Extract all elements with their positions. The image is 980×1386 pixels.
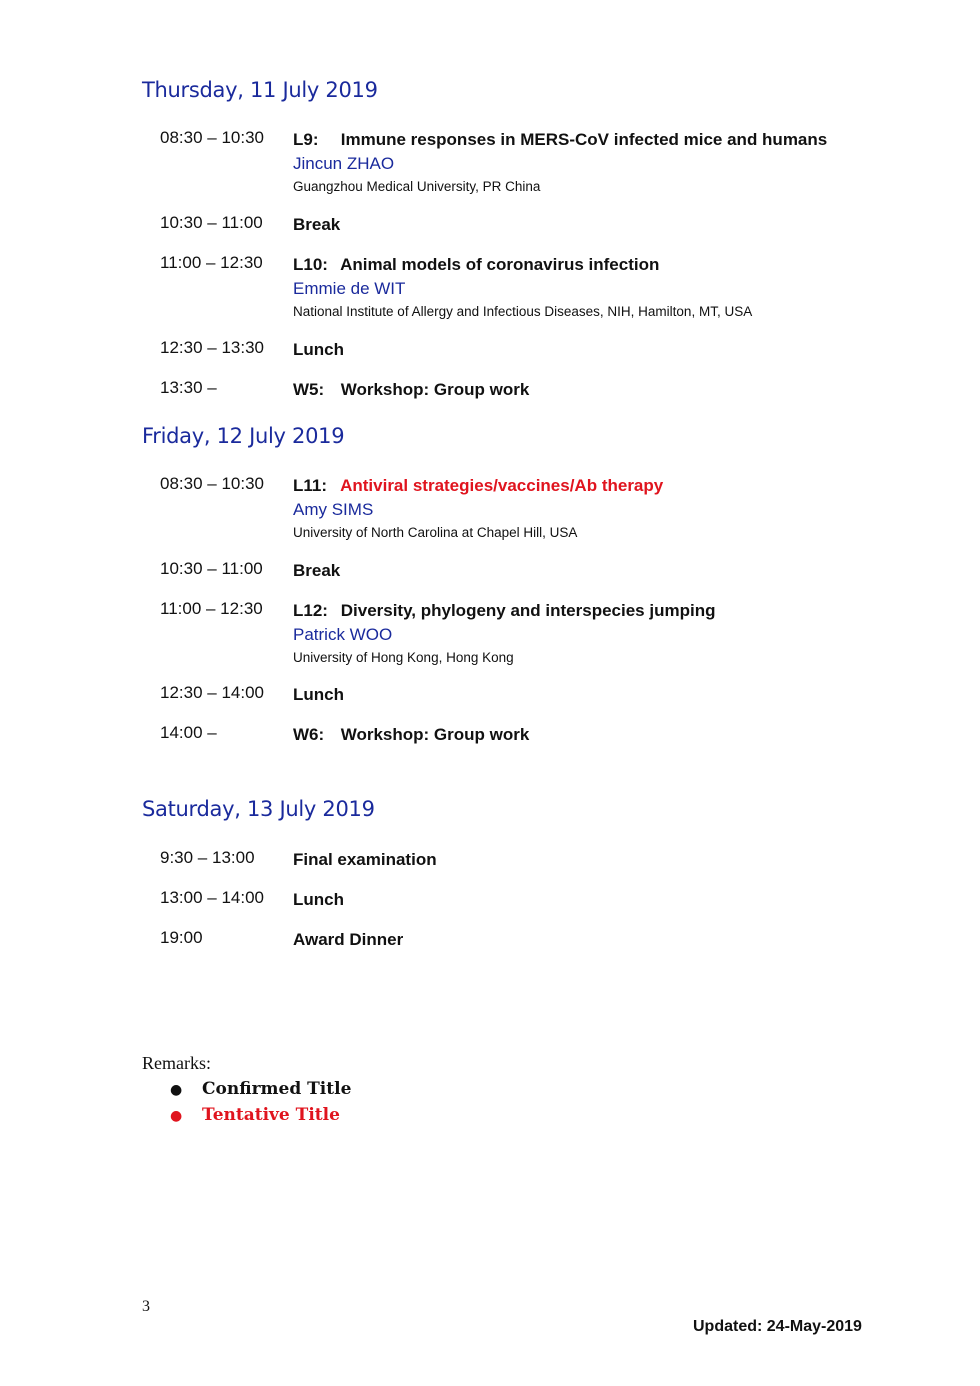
session-title-text: Break bbox=[293, 561, 341, 580]
session-speaker: Patrick WOO bbox=[293, 625, 393, 644]
session-content bbox=[293, 474, 893, 544]
session-content bbox=[293, 928, 893, 952]
session-time: 19:00 bbox=[160, 928, 203, 947]
session-speaker: Emmie de WIT bbox=[293, 279, 406, 298]
day-heading-thursday: Thursday, 11 July 2019 bbox=[142, 78, 378, 102]
bullet-icon: ● bbox=[170, 1108, 183, 1124]
session-title-text: Final examination bbox=[293, 850, 437, 869]
session-time: 11:00 – 12:30 bbox=[160, 253, 263, 272]
session-content bbox=[293, 378, 893, 402]
session-content bbox=[293, 213, 893, 237]
day-heading-friday: Friday, 12 July 2019 bbox=[142, 424, 345, 448]
session-code: L12: bbox=[293, 601, 328, 620]
session-code: L10: bbox=[293, 255, 328, 274]
session-time: 08:30 – 10:30 bbox=[160, 128, 264, 147]
session-time: 13:30 – bbox=[160, 378, 217, 397]
session-code: L11: bbox=[293, 476, 328, 495]
session-affiliation: National Institute of Allergy and Infectious Diseases, NIH, Hamilton, MT, USA bbox=[293, 304, 753, 319]
session-title-text: Break bbox=[293, 215, 341, 234]
session-content bbox=[293, 599, 893, 669]
session-title-text: Award Dinner bbox=[293, 930, 404, 949]
session-code: L9: bbox=[293, 130, 319, 149]
session-time: 13:00 – 14:00 bbox=[160, 888, 264, 907]
session-title bbox=[293, 723, 893, 747]
day-heading-saturday: Saturday, 13 July 2019 bbox=[142, 797, 375, 821]
session-content bbox=[293, 888, 893, 912]
session-title bbox=[293, 474, 893, 498]
session-code: W6: bbox=[293, 725, 325, 744]
session-content bbox=[293, 559, 893, 583]
session-time: 11:00 – 12:30 bbox=[160, 599, 263, 618]
session-time: 12:30 – 13:30 bbox=[160, 338, 264, 357]
page-number: 3 bbox=[142, 1298, 150, 1315]
remarks-item-text: Confirmed Title bbox=[202, 1079, 352, 1099]
session-affiliation: Guangzhou Medical University, PR China bbox=[293, 179, 541, 194]
session-content bbox=[293, 128, 893, 198]
session-speaker: Jincun ZHAO bbox=[293, 154, 395, 173]
session-time: 10:30 – 11:00 bbox=[160, 559, 263, 578]
session-time: 9:30 – 13:00 bbox=[160, 848, 255, 867]
remarks-item-text: Tentative Title bbox=[202, 1105, 340, 1125]
session-title-text: Lunch bbox=[293, 685, 344, 704]
remarks-label: Remarks: bbox=[142, 1053, 211, 1073]
bullet-icon: ● bbox=[170, 1082, 183, 1098]
session-content bbox=[293, 253, 893, 323]
session-title-text: Lunch bbox=[293, 340, 344, 359]
session-title bbox=[293, 253, 893, 277]
remarks-item-confirmed bbox=[170, 1077, 351, 1103]
session-affiliation: University of Hong Kong, Hong Kong bbox=[293, 650, 514, 665]
session-title-text: Diversity, phylogeny and interspecies jumping bbox=[340, 601, 716, 620]
session-time: 14:00 – bbox=[160, 723, 217, 742]
session-time: 10:30 – 11:00 bbox=[160, 213, 263, 232]
session-time: 08:30 – 10:30 bbox=[160, 474, 264, 493]
session-content bbox=[293, 848, 893, 872]
session-title bbox=[293, 599, 893, 623]
session-content bbox=[293, 683, 893, 707]
session-title-text: Workshop: Group work bbox=[340, 725, 530, 744]
session-title-text: Immune responses in MERS-CoV infected mice and humans bbox=[340, 130, 828, 149]
session-content bbox=[293, 723, 893, 747]
session-title bbox=[293, 378, 893, 402]
session-title bbox=[293, 128, 893, 152]
session-title-text: Animal models of coronavirus infection bbox=[340, 255, 660, 274]
session-time: 12:30 – 14:00 bbox=[160, 683, 264, 702]
session-title-text: Lunch bbox=[293, 890, 344, 909]
session-code: W5: bbox=[293, 380, 325, 399]
remarks-list bbox=[170, 1077, 351, 1129]
session-affiliation: University of North Carolina at Chapel Hill, USA bbox=[293, 525, 578, 540]
remarks-item-tentative bbox=[170, 1103, 351, 1129]
session-title-text: Workshop: Group work bbox=[340, 380, 530, 399]
session-speaker: Amy SIMS bbox=[293, 500, 374, 519]
session-content bbox=[293, 338, 893, 362]
updated-date: Updated: 24-May-2019 bbox=[693, 1318, 862, 1335]
session-title-text-tentative: Antiviral strategies/vaccines/Ab therapy bbox=[340, 476, 664, 495]
